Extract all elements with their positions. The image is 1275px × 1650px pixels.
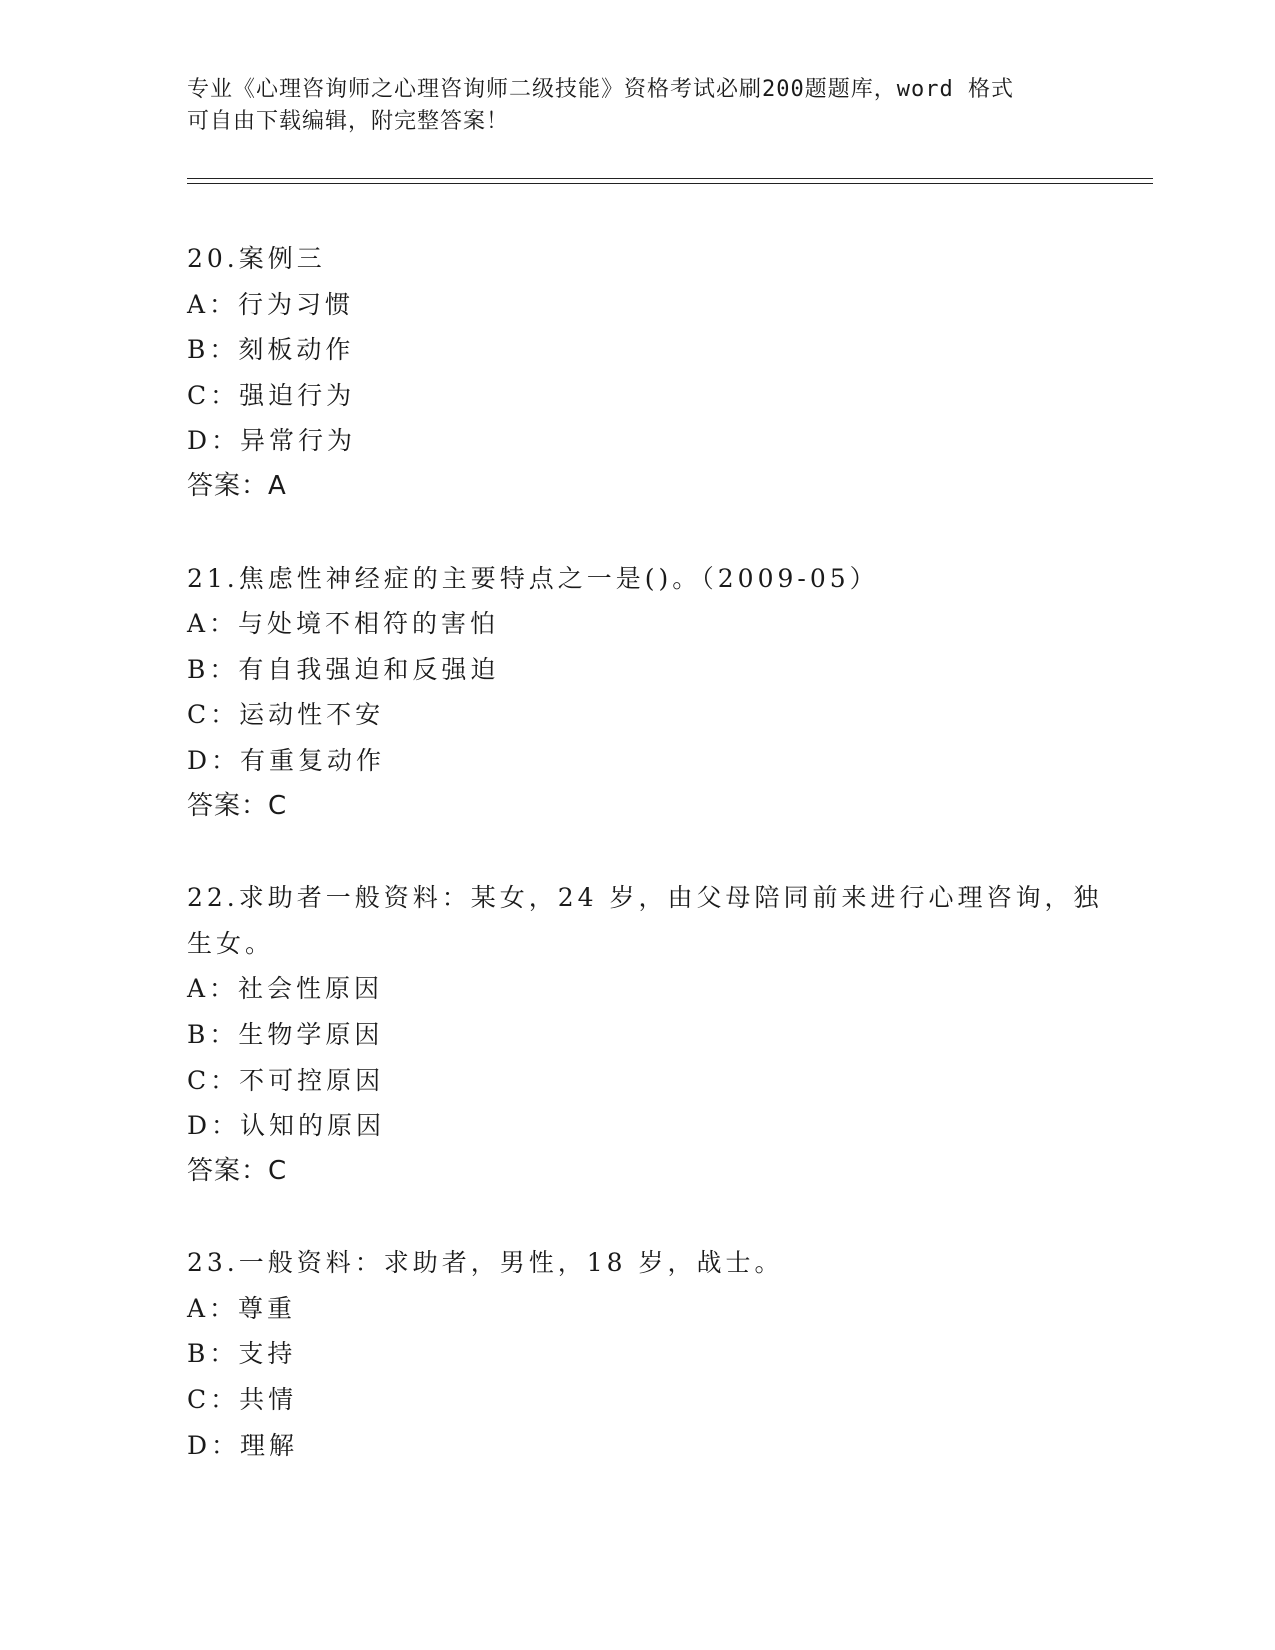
- question-22: [187, 875, 1103, 1194]
- option-a: A：尊重: [187, 1293, 297, 1323]
- option-d: D：理解: [187, 1430, 299, 1460]
- option-d: D：有重复动作: [187, 745, 386, 775]
- question-stem: 21.焦虑性神经症的主要特点之一是()。（2009-05）: [187, 563, 879, 593]
- option-b: B：刻板动作: [187, 335, 355, 365]
- header-divider-bottom: [187, 183, 1153, 184]
- answer-line: 答案：A: [187, 470, 287, 501]
- option-d: D：异常行为: [187, 426, 357, 456]
- question-stem-line-1: 22.求助者一般资料：某女，24 岁，由父母陪同前来进行心理咨询，独: [187, 883, 1103, 913]
- option-b: B：生物学原因: [187, 1019, 384, 1049]
- option-a: A：行为习惯: [187, 289, 355, 319]
- option-b: B：支持: [187, 1339, 297, 1369]
- option-a: A：与处境不相符的害怕: [187, 609, 500, 639]
- header-divider-top: [187, 178, 1153, 179]
- option-d: D：认知的原因: [187, 1111, 386, 1141]
- question-20: [187, 236, 1087, 510]
- option-b: B：有自我强迫和反强迫: [187, 654, 500, 684]
- option-c: C：共情: [187, 1385, 298, 1415]
- answer-line: 答案：C: [187, 1155, 288, 1186]
- option-c: C：强迫行为: [187, 380, 356, 410]
- question-list: [187, 236, 1103, 1514]
- question-stem: 23.一般资料：求助者，男性，18 岁，战士。: [187, 1248, 784, 1278]
- header-title-line-1: 专业《心理咨询师之心理咨询师二级技能》资格考试必刷200题题库，word 格式: [187, 77, 1014, 102]
- question-stem: 20.案例三: [187, 244, 326, 273]
- option-c: C：不可控原因: [187, 1065, 385, 1095]
- header-title-line-2: 可自由下载编辑，附完整答案！: [187, 109, 510, 134]
- question-21: [187, 556, 1087, 830]
- option-c: C：运动性不安: [187, 700, 385, 730]
- option-a: A：社会性原因: [187, 974, 384, 1004]
- question-stem-line-2: 生女。: [187, 928, 275, 958]
- document-header: [187, 74, 1087, 138]
- answer-line: 答案：C: [187, 790, 288, 821]
- question-23: [187, 1240, 1087, 1468]
